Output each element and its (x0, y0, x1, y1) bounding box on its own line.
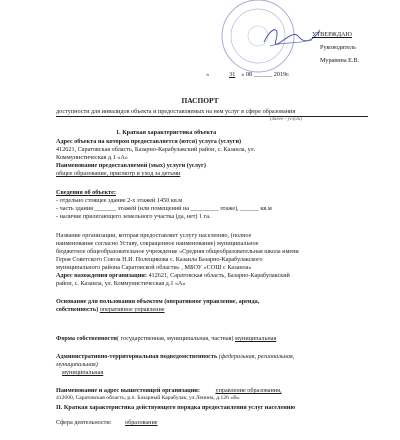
object-info-line-2: - часть здания _______ этажей (или помещений на _________ этаже), ______ кв.м (56, 205, 272, 212)
organization-address-label: Адрес нахождения организации: (56, 272, 147, 279)
territory-options-1: (федеральная, региональная, (218, 353, 295, 360)
organization-line-1: Название организации, которая предоставляет услугу населению, (полное (56, 232, 252, 239)
approval-name: Муравина Е.В. (320, 57, 360, 64)
organization-line-2: наименование согласно Уставу, сокращенное наименование) муниципальное (56, 240, 259, 247)
approval-role: Руководитель (320, 44, 356, 51)
section1-heading: 1. Краткая характеристика объекта (116, 129, 217, 136)
section2-field-row (56, 419, 158, 427)
object-info-heading: Сведения об объекте: (56, 189, 116, 196)
address-line-1: 412621, Саратовская область, Базарно-Карабулакский район, с. Казанла, ул. (56, 146, 256, 153)
higher-org-value: управление образования, (215, 387, 282, 394)
object-info-line-3: - наличие прилегающего земельного участка (да, нет) 1 га. (56, 213, 211, 220)
approval-header: УТВЕРЖДАЮ (312, 31, 352, 38)
territory-options-2: муниципальная) (56, 361, 98, 368)
territory-value: муниципальная (62, 369, 104, 376)
service-value: общее образование, присмотр и уход за детьми (56, 170, 181, 177)
organization-address-value: 412621, Саратовская область, Базарно-Карабулакский (146, 272, 290, 279)
organization-line-3: бюджетное общеобразовательное учреждение «Средняя общеобразовательная школа имени (56, 248, 299, 255)
subtitle-underline (56, 116, 368, 117)
ownership-value: муниципальная (235, 335, 277, 342)
basis-line-2 (56, 306, 165, 314)
higher-org-label: Наименование и адрес вышестоящей организации: (56, 387, 200, 394)
ownership-label: Форма собственности (56, 335, 117, 342)
territory-row (56, 353, 294, 361)
document-subtitle: доступности для инвалидов объекта и предоставляемых на нем услуг в сфере образования (56, 108, 296, 115)
object-info-line-1: - отдельно стоящее здание 2-х этажей 1450 кв.м (56, 197, 183, 204)
section2-field-value: образование (124, 419, 158, 426)
higher-org-address: 412600, Саратовская область, р.п. Базарный Карабулак, ул.Ленина, д.126 «В» (56, 395, 240, 401)
address-line-2: Коммунистическая д.1 «А» (56, 154, 128, 161)
territory-label: Административно-территориальная подведомственность (56, 353, 218, 360)
approval-date-day: 31 (229, 71, 236, 78)
service-label: Наименование предоставляемой (мых) услуги (услуг) (56, 162, 206, 169)
organization-line-5: муниципального района Саратовской области» , МБОУ «СОШ с Казанла» (56, 264, 252, 271)
approval-date-month-year: » 08 ______ 2019г. (241, 71, 290, 78)
basis-label-line-1: Основание для пользования объектом (оперативное управление, аренда, (56, 298, 260, 305)
subtitle-hint: (далее – услуги) (270, 117, 302, 122)
approval-date (206, 71, 290, 79)
organization-address-cont: район, с. Казанла, ул. Коммунистическая д.1 «А» (56, 280, 186, 287)
ownership-row (56, 335, 276, 343)
document-title: ПАСПОРТ (181, 96, 219, 105)
organization-address (56, 272, 290, 280)
section2-heading: II. Краткая характеристика действующего порядка предоставления услуг населению (56, 404, 296, 411)
address-label: Адрес объекта на котором предоставляется (ются) услуга (услуги) (56, 138, 242, 145)
section2-field-label: Сфера деятельности: (56, 419, 112, 426)
higher-org-row (56, 387, 282, 395)
organization-line-4: Героя Советского Союза Н.И. Полещикова с. Казанла Базарно-Карабулакского (56, 256, 263, 263)
ownership-options: ( государственная, муниципальная, частная) (116, 335, 234, 342)
basis-label-line-2: собственность) (56, 306, 99, 313)
basis-value: оперативное управление (99, 306, 165, 313)
approval-date-prefix: « (206, 71, 210, 78)
